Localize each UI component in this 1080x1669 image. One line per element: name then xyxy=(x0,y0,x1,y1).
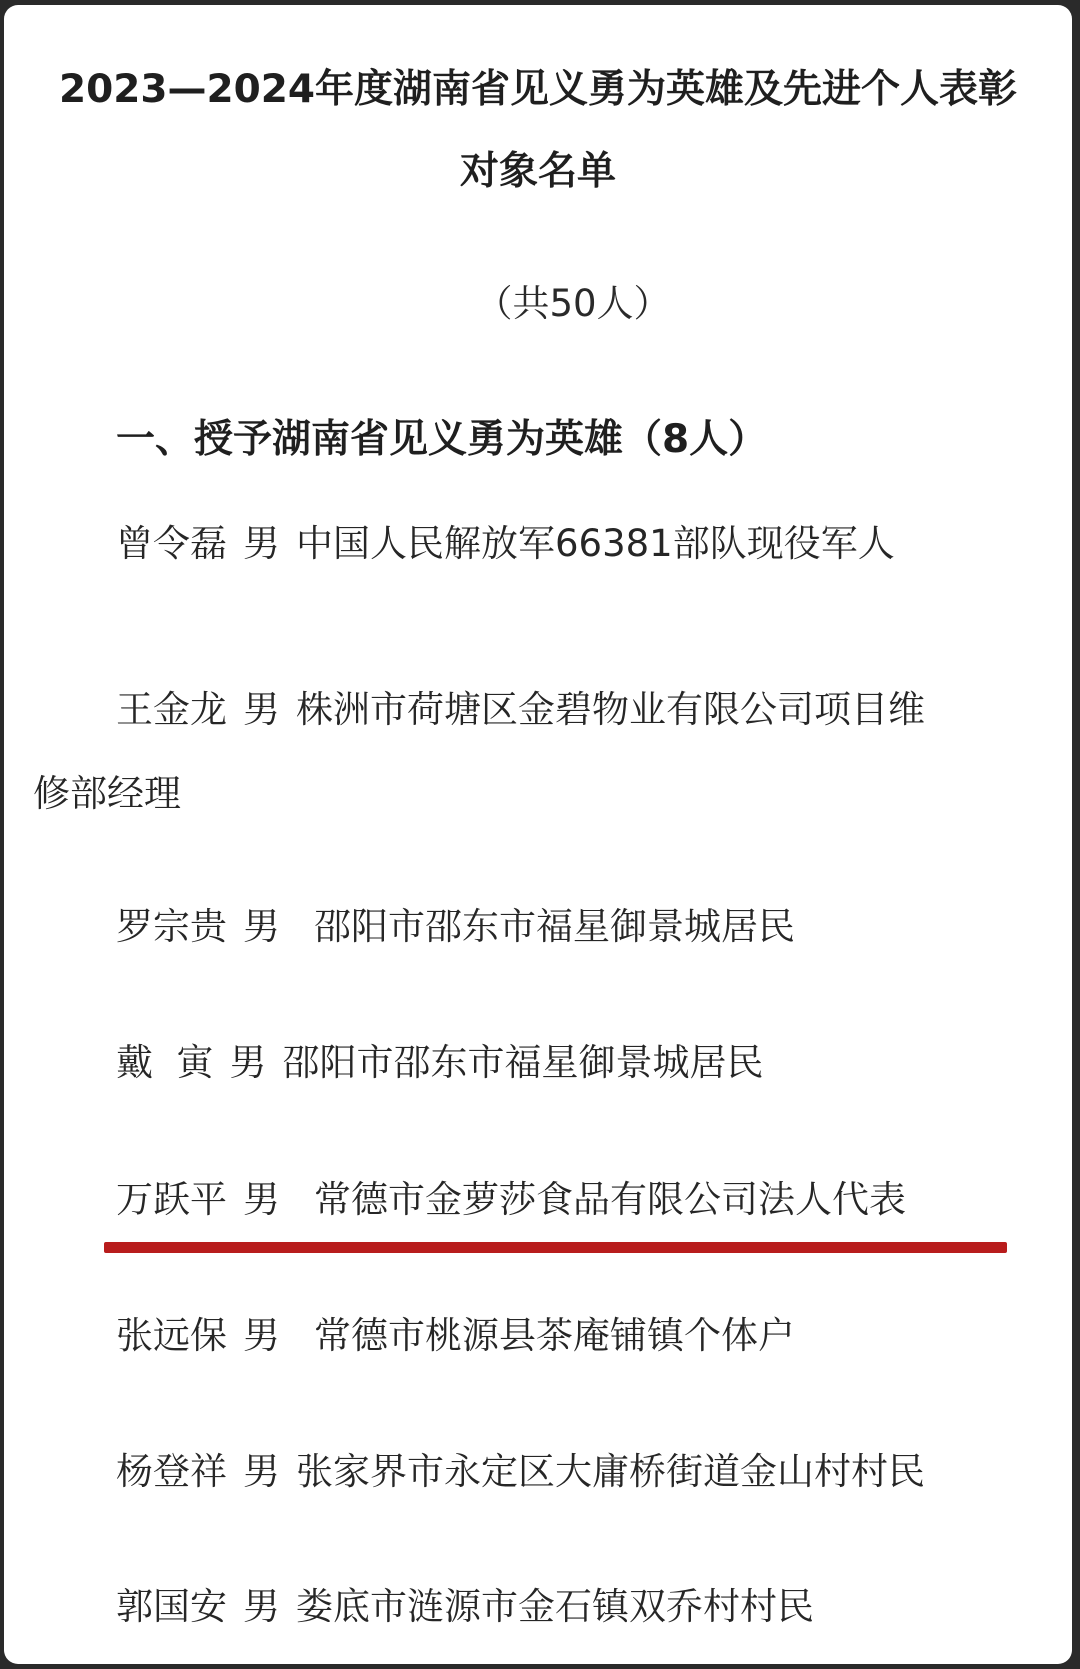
total-count: （共50人） xyxy=(475,282,671,325)
entry-gender: 男 xyxy=(243,1314,280,1357)
entry-gender: 男 xyxy=(243,1178,280,1221)
entry-description: 中国人民解放军66381部队现役军人 xyxy=(296,522,895,565)
list-item xyxy=(116,1175,906,1225)
red-underline xyxy=(104,1242,1007,1253)
entry-name: 郭国安 xyxy=(116,1585,227,1628)
list-item xyxy=(116,902,795,952)
document-title xyxy=(28,49,1048,213)
list-item xyxy=(116,1447,925,1497)
entry-gender: 男 xyxy=(243,1585,280,1628)
entry-name: 罗宗贵 xyxy=(116,905,227,948)
list-item xyxy=(116,685,925,735)
entry-description: 张家界市永定区大庸桥街道金山村村民 xyxy=(296,1450,925,1493)
entry-description: 株洲市荷塘区金碧物业有限公司项目维 xyxy=(296,688,925,731)
title-line-2: 对象名单 xyxy=(459,149,616,194)
entry-name: 戴 寅 xyxy=(116,1041,214,1084)
entry-gender: 男 xyxy=(243,905,280,948)
entry-name: 张远保 xyxy=(116,1314,227,1357)
entry-description-continued: 修部经理 xyxy=(33,772,181,815)
entry-name: 万跃平 xyxy=(116,1178,227,1221)
title-line-1: 2023—2024年度湖南省见义勇为英雄及先进个人表彰 xyxy=(58,67,1018,112)
entry-gender: 男 xyxy=(229,1041,267,1084)
section-heading: 一、授予湖南省见义勇为英雄（8人） xyxy=(116,417,768,462)
document-page xyxy=(4,5,1072,1664)
entry-name: 杨登祥 xyxy=(116,1450,227,1493)
entry-description: 常德市金萝莎食品有限公司法人代表 xyxy=(314,1178,906,1221)
entry-name: 曾令磊 xyxy=(116,522,227,565)
entry-gender: 男 xyxy=(243,522,280,565)
entry-description: 邵阳市邵东市福星御景城居民 xyxy=(282,1041,764,1084)
entry-description: 邵阳市邵东市福星御景城居民 xyxy=(314,905,795,948)
entry-gender: 男 xyxy=(243,1450,280,1493)
entry-name: 王金龙 xyxy=(116,688,227,731)
list-item xyxy=(116,1582,814,1632)
entry-description: 娄底市涟源市金石镇双乔村村民 xyxy=(296,1585,814,1628)
entry-description: 常德市桃源县茶庵铺镇个体户 xyxy=(314,1314,795,1357)
entry-gender: 男 xyxy=(243,688,280,731)
list-item xyxy=(116,1038,764,1088)
list-item xyxy=(116,1311,795,1361)
list-item xyxy=(116,519,895,569)
